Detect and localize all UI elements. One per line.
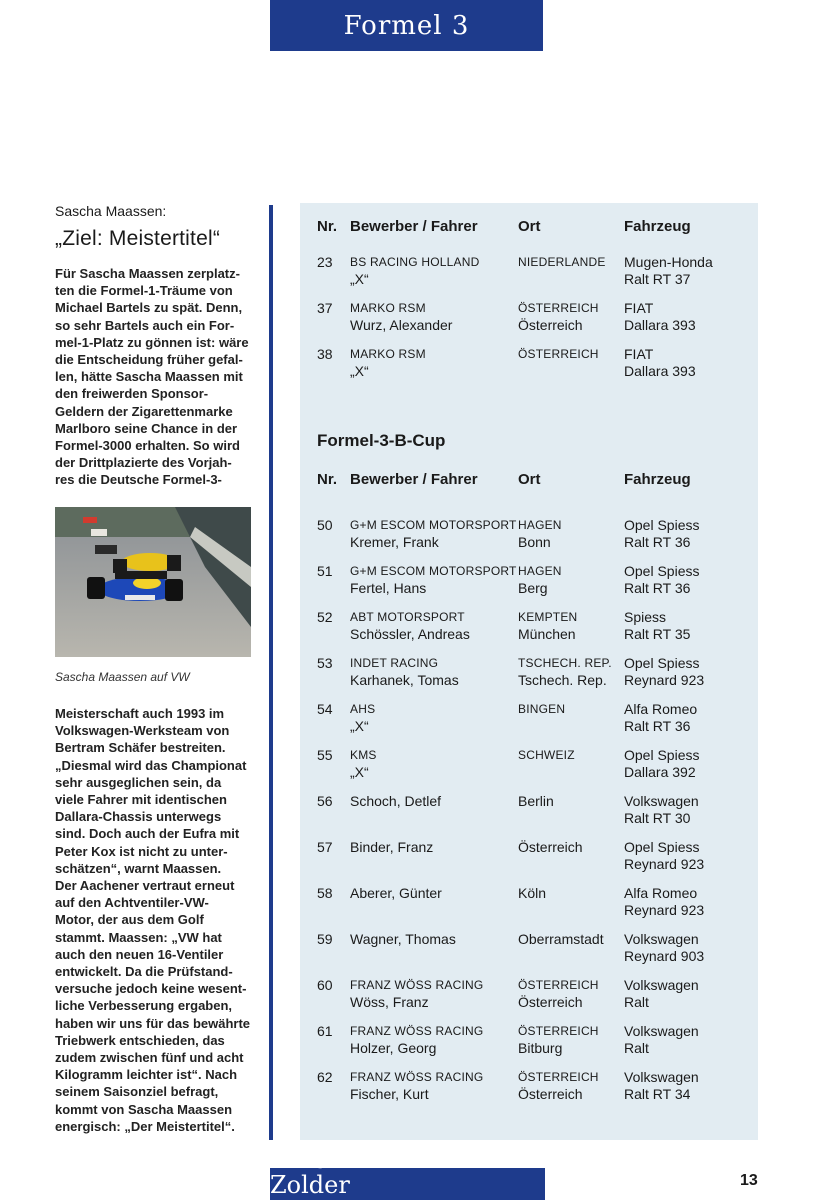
team-location: ÖSTERREICH xyxy=(518,1070,599,1084)
team-name: G+M ESCOM MOTORSPORT xyxy=(350,518,517,532)
driver-name: Wagner, Thomas xyxy=(350,931,456,947)
chassis: Ralt RT 36 xyxy=(624,580,691,596)
header-ort: Ort xyxy=(518,218,541,235)
entry-number: 50 xyxy=(317,517,333,533)
driver-name: Binder, Franz xyxy=(350,839,434,855)
driver-name: Schoch, Detlef xyxy=(350,793,442,809)
entry-number: 52 xyxy=(317,609,333,625)
team-location: ÖSTERREICH xyxy=(518,301,599,315)
driver-name: Wöss, Franz xyxy=(350,994,429,1010)
engine: Volkswagen xyxy=(624,977,699,993)
engine: Opel Spiess xyxy=(624,655,700,671)
header-car: Fahrzeug xyxy=(624,471,691,488)
entry-number: 58 xyxy=(317,885,333,901)
engine: Opel Spiess xyxy=(624,517,700,533)
engine: FIAT xyxy=(624,300,654,316)
chassis: Ralt RT 36 xyxy=(624,718,691,734)
team-location: TSCHECH. REP. xyxy=(518,656,612,670)
driver-name: Wurz, Alexander xyxy=(350,317,453,333)
team-location: HAGEN xyxy=(518,564,562,578)
driver-name: Fertel, Hans xyxy=(350,580,427,596)
chassis: Dallara 393 xyxy=(624,363,696,379)
entry-number: 57 xyxy=(317,839,333,855)
driver-name: Fischer, Kurt xyxy=(350,1086,429,1102)
photo-caption: Sascha Maassen auf VW xyxy=(55,670,190,684)
header-nr: Nr. xyxy=(317,218,338,235)
entry-number: 60 xyxy=(317,977,333,993)
team-location: NIEDERLANDE xyxy=(518,255,606,269)
entry-number: 55 xyxy=(317,747,333,763)
driver-location: Berlin xyxy=(518,793,554,809)
driver-name: „X“ xyxy=(350,764,369,780)
engine: Opel Spiess xyxy=(624,563,700,579)
driver-location: Oberramstadt xyxy=(518,931,604,947)
chassis: Ralt RT 37 xyxy=(624,271,691,287)
race-car-photo xyxy=(55,507,251,657)
chassis: Reynard 923 xyxy=(624,856,705,872)
section-banner xyxy=(270,0,543,51)
footer-title: Bergischer Löwe Zolder xyxy=(270,1141,477,1199)
chassis: Ralt xyxy=(624,1040,649,1056)
engine: Mugen-Honda xyxy=(624,254,713,270)
driver-location: Bonn xyxy=(518,534,551,550)
driver-location: Köln xyxy=(518,885,547,901)
team-name: ABT MOTORSPORT xyxy=(350,610,465,624)
chassis: Reynard 923 xyxy=(624,902,705,918)
driver-name: Karhanek, Tomas xyxy=(350,672,459,688)
team-name: FRANZ WÖSS RACING xyxy=(350,1070,484,1084)
cup-section-title: Formel-3-B-Cup xyxy=(317,431,446,450)
article-body-part1: Für Sascha Maassen zerplatz- ten die Formel-1-Träume von Michael Bartels zu spät. Denn, so sehr Bartels auch ein For- mel-1-Platz zu gönnen ist: wäre die Entscheidung früher gefal- len, hätte Sascha Maassen mit den freiwerden Sponsor- Geldern der Zigarettenmarke Marlboro seine Chance in der Formel-3000 erhalten. So wird der Drittplazierte des Vorjah- res die Deutsche Formel-3- xyxy=(55,266,249,488)
article-column xyxy=(55,203,255,489)
team-name: INDET RACING xyxy=(350,656,439,670)
header-ort: Ort xyxy=(518,471,541,488)
driver-location: Österreich xyxy=(518,317,583,333)
column-divider xyxy=(269,205,273,1140)
engine: FIAT xyxy=(624,346,654,362)
entry-number: 56 xyxy=(317,793,333,809)
article-body-part2: Meisterschaft auch 1993 im Volkswagen-Werksteam von Bertram Schäfer bestreiten. „Diesmal wird das Championat sehr ausgeglichen sein, da viele Fahrer mit identischen Dallara-Chassis unterwegs sind. Doch auch der Eufra mit Peter Kox ist nicht zu unter- schätzen“, warnt Maassen. Der Aachener vertraut erneut auf den Achtventiler-VW- Motor, der aus dem Golf stammt. Maassen: „VW hat auch den neuen 16-Ventiler entwickelt. Da die Prüfstand- versuche jedoch keine wesent- liche Verbesserung ergaben, haben wir uns für das bewährte Triebwerk entschieden, das zudem zwischen fünf und acht Kilogramm leichter ist“. Nach seinem Saisonziel befragt, kommt von Sascha Maassen energisch: „Der Meistertitel“. xyxy=(55,706,251,1134)
chassis: Ralt RT 34 xyxy=(624,1086,691,1102)
chassis: Reynard 923 xyxy=(624,672,705,688)
team-location: ÖSTERREICH xyxy=(518,347,599,361)
article-kicker: Sascha Maassen: xyxy=(55,203,167,219)
driver-location: Bitburg xyxy=(518,1040,563,1056)
driver-location: Österreich xyxy=(518,839,583,855)
entry-number: 54 xyxy=(317,701,333,717)
team-name: BS RACING HOLLAND xyxy=(350,255,480,269)
header-name: Bewerber / Fahrer xyxy=(350,471,478,488)
engine: Alfa Romeo xyxy=(624,885,698,901)
engine: Volkswagen xyxy=(624,1023,699,1039)
driver-name: Kremer, Frank xyxy=(350,534,439,550)
driver-location: Österreich xyxy=(518,994,583,1010)
team-name: MARKO RSM xyxy=(350,347,426,361)
chassis: Reynard 903 xyxy=(624,948,705,964)
header-nr: Nr. xyxy=(317,471,338,488)
driver-name: Holzer, Georg xyxy=(350,1040,437,1056)
engine: Opel Spiess xyxy=(624,839,700,855)
engine: Spiess xyxy=(624,609,667,625)
team-location: ÖSTERREICH xyxy=(518,1024,599,1038)
team-name: G+M ESCOM MOTORSPORT xyxy=(350,564,517,578)
entry-number: 38 xyxy=(317,346,333,362)
entry-number: 61 xyxy=(317,1023,333,1039)
chassis: Ralt xyxy=(624,994,649,1010)
entry-number: 53 xyxy=(317,655,333,671)
driver-name: „X“ xyxy=(350,718,369,734)
chassis: Ralt RT 36 xyxy=(624,534,691,550)
header-name: Bewerber / Fahrer xyxy=(350,218,478,235)
driver-location: Tschech. Rep. xyxy=(518,672,607,688)
entry-number: 59 xyxy=(317,931,333,947)
entry-number: 62 xyxy=(317,1069,333,1085)
footer-banner xyxy=(270,1141,545,1200)
driver-name: Aberer, Günter xyxy=(350,885,442,901)
engine: Volkswagen xyxy=(624,793,699,809)
entry-number: 23 xyxy=(317,254,333,270)
driver-location: München xyxy=(518,626,576,642)
team-name: MARKO RSM xyxy=(350,301,426,315)
chassis: Ralt RT 30 xyxy=(624,810,691,826)
team-location: KEMPTEN xyxy=(518,610,578,624)
driver-name: „X“ xyxy=(350,363,369,379)
chassis: Ralt RT 35 xyxy=(624,626,691,642)
entry-number: 51 xyxy=(317,563,333,579)
entry-list-panel xyxy=(300,203,758,1140)
chassis: Dallara 393 xyxy=(624,317,696,333)
engine: Volkswagen xyxy=(624,1069,699,1085)
chassis: Dallara 392 xyxy=(624,764,696,780)
article-headline: „Ziel: Meistertitel“ xyxy=(55,227,221,250)
team-location: BINGEN xyxy=(518,702,566,716)
engine: Opel Spiess xyxy=(624,747,700,763)
team-name: AHS xyxy=(350,702,376,716)
team-name: KMS xyxy=(350,748,377,762)
driver-location: Österreich xyxy=(518,1086,583,1102)
team-name: FRANZ WÖSS RACING xyxy=(350,1024,484,1038)
team-location: SCHWEIZ xyxy=(518,748,575,762)
team-location: HAGEN xyxy=(518,518,562,532)
driver-location: Berg xyxy=(518,580,548,596)
driver-name: Schössler, Andreas xyxy=(350,626,470,642)
header-car: Fahrzeug xyxy=(624,218,691,235)
section-title: Formel 3 xyxy=(343,10,470,41)
team-name: FRANZ WÖSS RACING xyxy=(350,978,484,992)
page-number: 13 xyxy=(740,1172,758,1189)
engine: Alfa Romeo xyxy=(624,701,698,717)
entry-number: 37 xyxy=(317,300,333,316)
team-location: ÖSTERREICH xyxy=(518,978,599,992)
driver-name: „X“ xyxy=(350,271,369,287)
engine: Volkswagen xyxy=(624,931,699,947)
